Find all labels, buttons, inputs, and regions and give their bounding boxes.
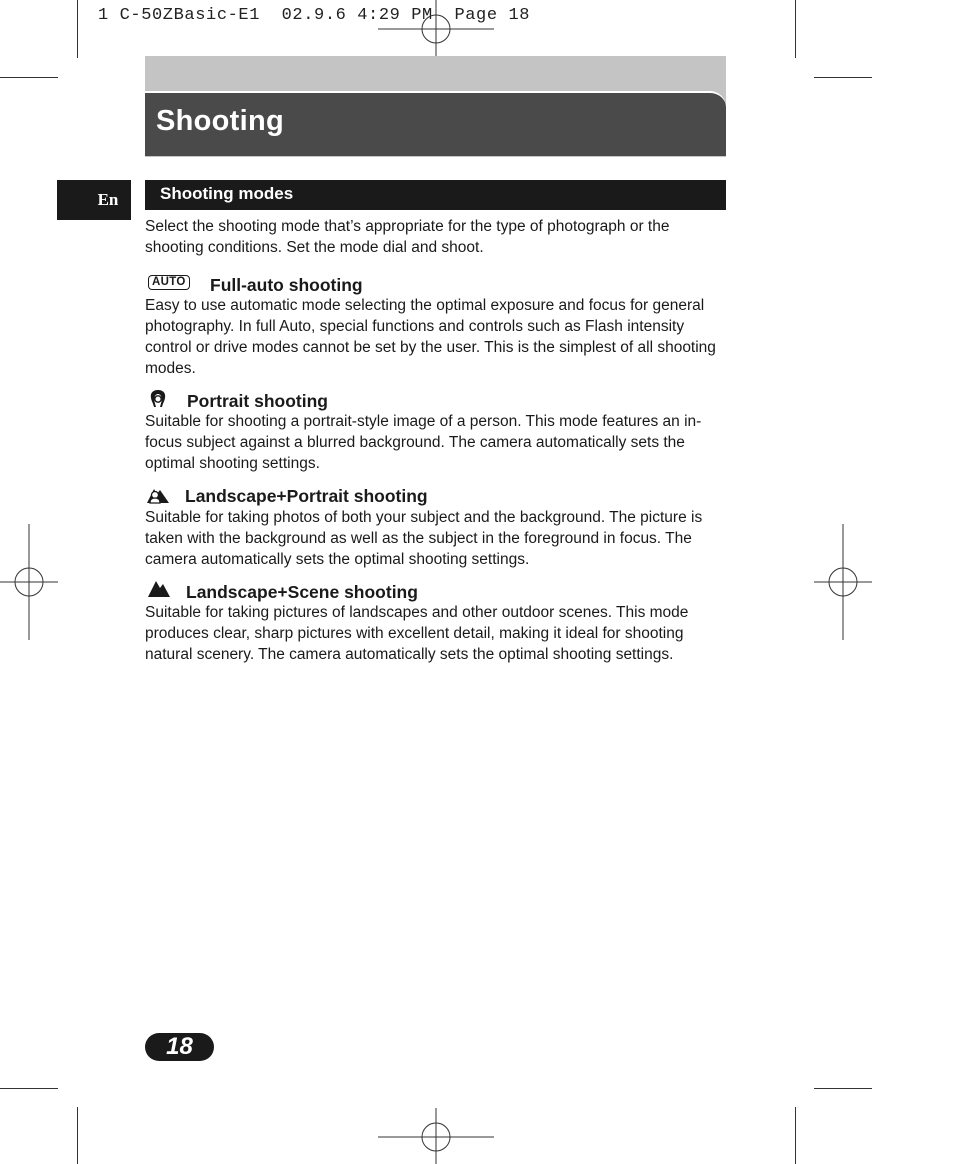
mode-description: Suitable for taking pictures of landscapes and other outdoor scenes. This mode produces clear, sharp pictures with excellent detail, making it ideal for shooting natural scenery. The camera automatically sets the optimal shooting settings. [145,604,689,663]
crop-mark [814,77,872,78]
mode-heading: Portrait shooting [187,391,328,411]
landscape-portrait-mode-icon [146,484,170,504]
crop-mark [814,1088,872,1089]
mode-description: Suitable for shooting a portrait-style image of a person. This mode features an in-focus subject against a blurred background. The camera automatically sets the optimal shooting settings. [145,413,702,472]
section-title: Shooting modes [160,184,294,203]
mode-heading: Landscape+Scene shooting [186,582,418,602]
page-number: 18 [145,1033,214,1061]
intro-paragraph: Select the shooting mode that’s appropriate for the type of photograph or the shooting conditions. Set the mode dial and shoot. [145,218,670,256]
print-slug-header: 1 C-50ZBasic-E1 02.9.6 4:29 PM Page 18 [98,6,531,25]
crop-mark [0,1088,58,1089]
registration-mark-bottom [378,1108,494,1164]
chapter-title: Shooting [156,105,285,137]
crop-mark [795,0,796,58]
mode-description: Suitable for taking photos of both your subject and the background. The picture is taken with the background as well as the subject in the foreground in focus. The camera automatically sets the optimal shooting settings. [145,509,703,568]
language-tab: En [57,180,131,220]
auto-mode-icon: AUTO [148,275,190,290]
registration-mark-top [378,0,494,58]
mode-heading: Landscape+Portrait shooting [185,486,428,506]
crop-mark [77,0,78,58]
portrait-mode-icon [148,388,168,408]
mode-description: Easy to use automatic mode selecting the optimal exposure and focus for general photography. In full Auto, special functions and controls such as Flash intensity control or drive modes cannot be set by the user. This is the simplest of all shooting modes. [145,297,716,377]
registration-mark-left [0,524,58,640]
crop-mark [0,77,58,78]
landscape-scene-mode-icon [147,578,171,598]
crop-mark [795,1107,796,1164]
crop-mark [77,1107,78,1164]
registration-mark-right [814,524,872,640]
mode-heading: Full-auto shooting [210,275,363,295]
